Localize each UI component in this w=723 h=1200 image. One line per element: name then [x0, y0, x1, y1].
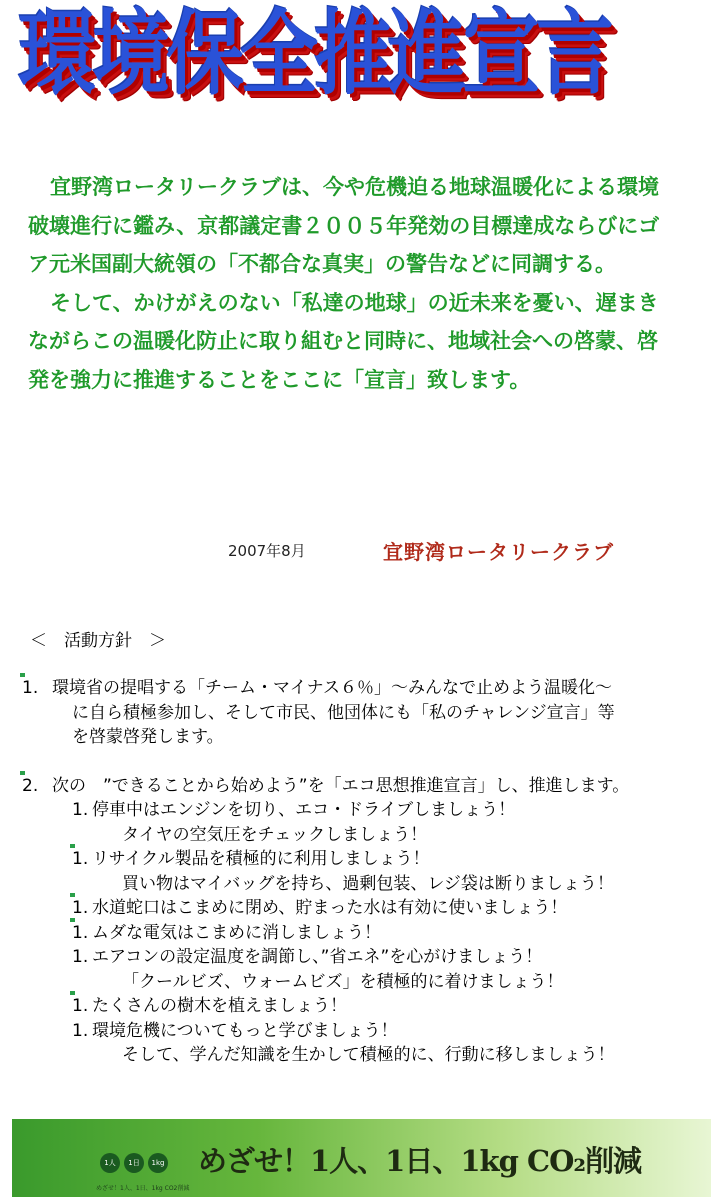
item-line: 停車中はエンジンを切り、エコ・ドライブしましょう！ [92, 800, 516, 820]
badge-kg-icon: 1kg [148, 1153, 168, 1173]
item-line: に自ら積極参加し、そして市民、他団体にも「私のチャレンジ宣言」等 [72, 702, 615, 723]
item-line: を啓蒙啓発します。 [72, 727, 224, 747]
item-line: たくさんの樹木を植えましょう！ [92, 996, 347, 1016]
banner-slogan: めざせ！1人、1日、1kg CO₂削減 [198, 1144, 642, 1178]
item-number: 1. [72, 800, 89, 820]
item-line: 環境省の提唱する「チーム・マイナス６％」～みんなで止めよう温暖化～ [52, 678, 612, 698]
item-continuation: タイヤの空気圧をチェックしましょう！ [122, 824, 428, 845]
list-item [22, 798, 712, 823]
declaration-paragraph-1: 宜野湾ロータリークラブは、今や危機迫る地球温暖化による環境破壊進行に鑑み、京都議定書２００５年発効の目標達成ならびにゴア元米国副大統領の「不都合な真実」の警告などに同調する。 [28, 175, 660, 276]
item-number: 2. [22, 775, 39, 796]
signature-date: 2007年8月 [228, 542, 306, 560]
item-line: エアコンの設定温度を調節し、”省エネ”を心がけましょう！ [92, 947, 543, 967]
list-item [22, 994, 712, 1019]
list-item [22, 896, 712, 921]
declaration-paragraph-2: そして、かけがえのない「私達の地球」の近未来を憂い、遅まきながらこの温暖化防止に取り組むと同時に、地域社会への啓蒙、啓発を強力に推進することをここに「宣言」致します。 [28, 290, 659, 392]
list-item [22, 921, 712, 946]
item-number: 1. [72, 849, 89, 869]
item-line: リサイクル製品を積極的に利用しましょう！ [92, 849, 430, 869]
item-number: 1. [72, 947, 89, 967]
declaration-text [28, 168, 678, 399]
signature-club: 宜野湾ロータリークラブ [383, 540, 614, 564]
list-item [22, 945, 712, 970]
item-line: 次の ”できることから始めよう”を「エコ思想推進宣言」し、推進します。 [52, 775, 630, 796]
item-continuation: 買い物はマイバッグを持ち、過剰包装、レジ袋は断りましょう！ [122, 873, 614, 894]
policy-item-1 [22, 676, 712, 750]
item-number: 1. [22, 678, 39, 698]
list-item [22, 847, 712, 872]
item-number: 1. [72, 922, 89, 943]
badge-caption: めざせ！1人、1日、1kg CO2削減 [96, 1185, 190, 1192]
item-continuation: 「クールビズ、ウォームビズ」を積極的に着けましょう！ [122, 971, 564, 992]
campaign-badges [100, 1153, 186, 1181]
campaign-banner [12, 1119, 711, 1197]
item-number: 1. [72, 1020, 89, 1041]
policy-item-2 [22, 774, 712, 799]
badge-person-icon: 1人 [100, 1153, 120, 1173]
badge-day-icon: 1日 [124, 1153, 144, 1173]
policy-list [22, 676, 712, 1068]
item-line: 環境危機についてもっと学びましょう！ [92, 1020, 398, 1041]
page-title: 環境保全推進宣言 [18, 1, 611, 108]
item-number: 1. [72, 898, 89, 918]
item-continuation: そして、学んだ知識を生かして積極的に、行動に移しましょう！ [122, 1045, 615, 1065]
item-line: ムダな電気はこまめに消しましょう！ [92, 922, 381, 943]
item-line: 水道蛇口はこまめに閉め、貯まった水は有効に使いましょう！ [92, 898, 568, 918]
list-item [22, 1019, 712, 1044]
policy-heading: ＜ 活動方針 ＞ [30, 631, 166, 651]
item-number: 1. [72, 996, 89, 1016]
